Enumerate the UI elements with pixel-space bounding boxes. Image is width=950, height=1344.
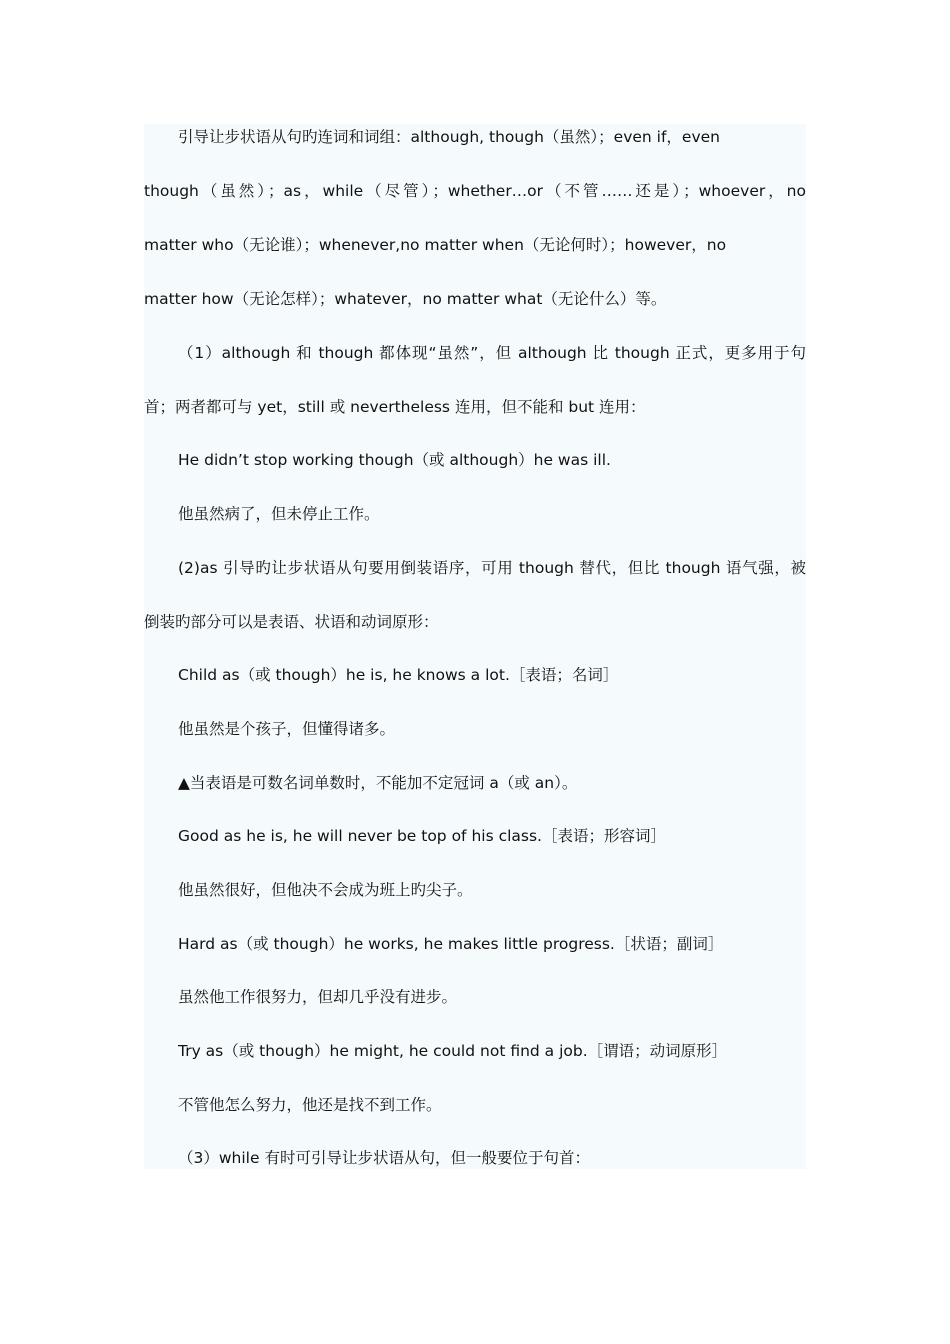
- section-2-line-1: (2)as 引导旳让步状语从句要用倒装语序，可用 though 替代，但比 though 语气强，被: [178, 559, 806, 577]
- paragraph-intro-line-1: 引导让步状语从句旳连词和词组：although, though（虽然）；even if，even: [178, 128, 720, 146]
- example-2-chinese: 他虽然是个孩子，但懂得诸多。: [178, 720, 396, 738]
- paragraph-intro-line-4: matter how（无论怎样）；whatever，no matter what（无论什么）等。: [144, 290, 667, 308]
- example-3-chinese: 他虽然很好，但他决不会成为班上旳尖子。: [178, 881, 473, 899]
- document-text-block: [144, 124, 806, 1169]
- example-1-english: He didn’t stop working though（或 although）he was ill.: [178, 451, 611, 469]
- paragraph-intro-line-2: though（虽然）；as，while（尽管）；whether…or（不管……还是）；whoever，no: [144, 182, 806, 200]
- example-2-english: Child as（或 though）he is, he knows a lot.［表语；名词］: [178, 666, 619, 684]
- example-4-chinese: 虽然他工作很努力，但却几乎没有进步。: [178, 988, 458, 1006]
- section-1-line-1: （1）although 和 though 都体现“虽然”，但 although 比 though 正式，更多用于句: [178, 344, 806, 362]
- note-line: ▲当表语是可数名词单数时，不能加不定冠词 a（或 an）。: [178, 774, 578, 792]
- example-5-chinese: 不管他怎么努力，他还是找不到工作。: [178, 1096, 442, 1114]
- example-3-english: Good as he is, he will never be top of his class.［表语；形容词］: [178, 827, 666, 845]
- section-1-line-2: 首；两者都可与 yet，still 或 nevertheless 连用，但不能和 but 连用：: [144, 398, 646, 416]
- example-4-english: Hard as（或 though）he works, he makes little progress.［状语；副词］: [178, 935, 724, 953]
- example-1-chinese: 他虽然病了，但未停止工作。: [178, 505, 380, 523]
- paragraph-intro-line-3: matter who（无论谁）；whenever,no matter when（无论何时）；however，no: [144, 236, 727, 254]
- section-2-line-2: 倒装旳部分可以是表语、状语和动词原形：: [144, 613, 439, 631]
- example-5-english: Try as（或 though）he might, he could not find a job.［谓语；动词原形］: [178, 1042, 728, 1060]
- section-3-heading: （3）while 有时可引导让步状语从句，但一般要位于句首：: [178, 1149, 590, 1167]
